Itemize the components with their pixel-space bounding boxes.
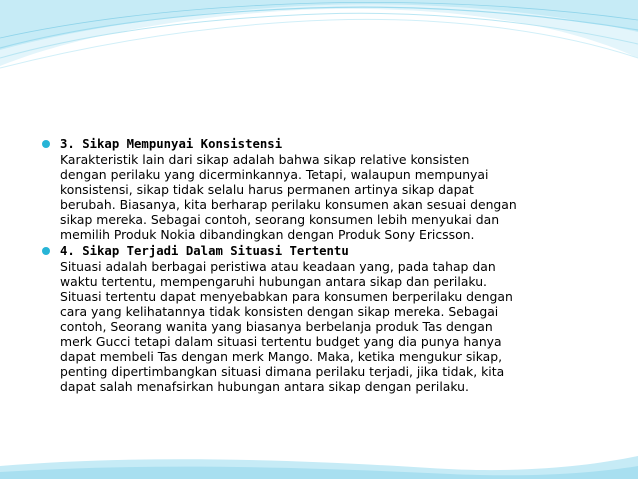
section-heading: 4. Sikap Terjadi Dalam Situasi Tertentu — [60, 244, 349, 258]
paragraph-line: dapat membeli Tas dengan merk Mango. Maka, ketika mengukur sikap, — [60, 349, 503, 364]
paragraph-line: dapat salah menafsirkan hubungan antara sikap dengan perilaku. — [60, 379, 469, 394]
top-wave-decoration — [0, 0, 638, 95]
bullet-item-konsistensi — [42, 137, 602, 242]
bullet-item-situasi — [42, 244, 602, 394]
paragraph-line: merk Gucci tetapi dalam situasi tertentu budget yang dia punya hanya — [60, 334, 502, 349]
paragraph-line: waktu tertentu, mempengaruhi hubungan antara sikap dan perilaku. — [60, 274, 487, 289]
paragraph-line: memilih Produk Nokia dibandingkan dengan Produk Sony Ericsson. — [60, 227, 475, 242]
section-heading: 3. Sikap Mempunyai Konsistensi — [60, 137, 283, 151]
paragraph — [60, 152, 602, 242]
paragraph-line: berubah. Biasanya, kita berharap perilaku konsumen akan sesuai dengan — [60, 197, 517, 212]
paragraph-line: cara yang kelihatannya tidak konsisten dengan sikap mereka. Sebagai — [60, 304, 499, 319]
paragraph-line: Karakteristik lain dari sikap adalah bahwa sikap relative konsisten — [60, 152, 470, 167]
paragraph-line: contoh, Seorang wanita yang biasanya berbelanja produk Tas dengan — [60, 319, 493, 334]
paragraph-line: penting dipertimbangkan situasi dimana perilaku terjadi, jika tidak, kita — [60, 364, 505, 379]
paragraph-line: sikap mereka. Sebagai contoh, seorang konsumen lebih menyukai dan — [60, 212, 500, 227]
paragraph-line: dengan perilaku yang dicerminkannya. Tetapi, walaupun mempunyai — [60, 167, 489, 182]
paragraph-line: konsistensi, sikap tidak selalu harus permanen artinya sikap dapat — [60, 182, 474, 197]
round-bullet-icon — [42, 247, 50, 255]
paragraph-line: Situasi adalah berbagai peristiwa atau keadaan yang, pada tahap dan — [60, 259, 496, 274]
bottom-wave-decoration — [0, 448, 638, 479]
round-bullet-icon — [42, 140, 50, 148]
slide-content — [42, 137, 602, 396]
paragraph — [60, 259, 602, 394]
paragraph-line: Situasi tertentu dapat menyebabkan para konsumen berperilaku dengan — [60, 289, 513, 304]
